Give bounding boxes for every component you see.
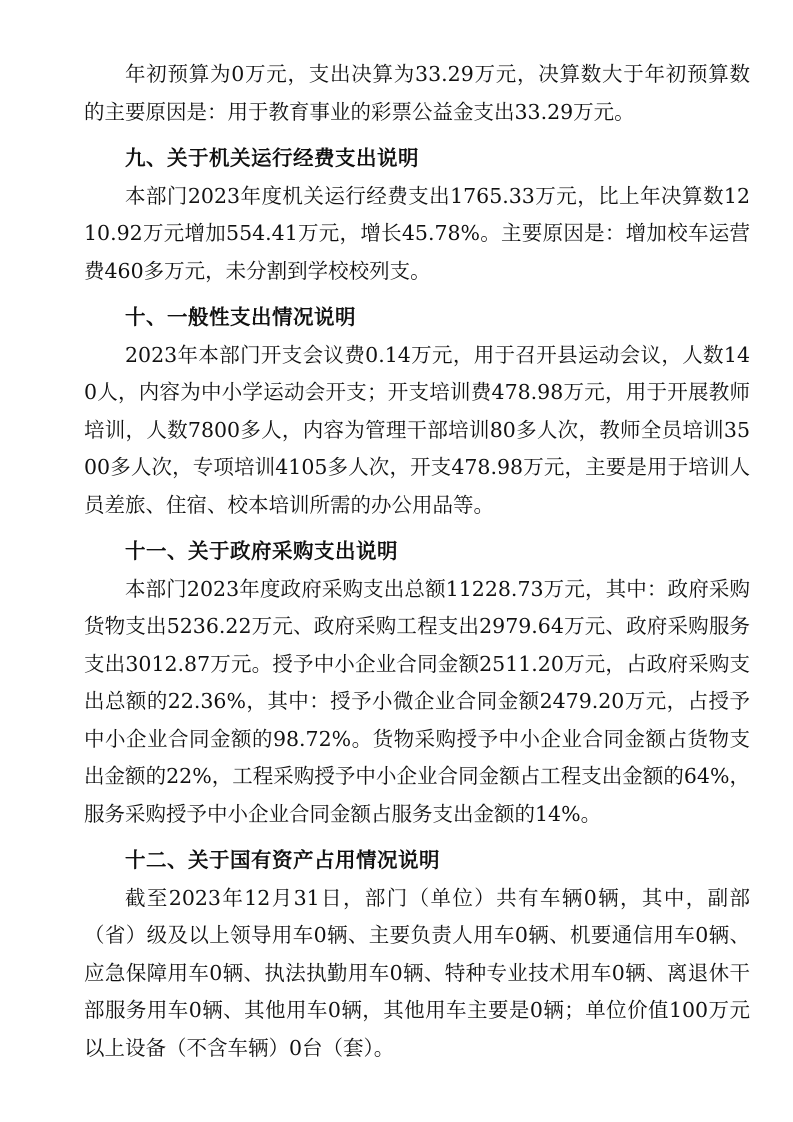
- heading-section-10: 十、一般性支出情况说明: [125, 305, 356, 329]
- paragraph-government-procurement: 本部门2023年度政府采购支出总额11228.73万元，其中：政府采购货物支出5236.22万元、政府采购工程支出2979.64万元、政府采购服务支出3012.87万元。授予中小企业合同金额2511.20万元，占政府采购支出总额的22.36%，其中：授予小微企业合同金额2479.20万元，占授予中小企业合同金额的98.72%。货物采购授予中小企业合同金额占货物支出金额的22%，工程采购授予中小企业合同金额占工程支出金额的64%，服务采购授予中小企业合同金额占服务支出金额的14%。: [84, 576, 750, 826]
- document-page: [84, 56, 750, 1067]
- paragraph-lottery-budget: 年初预算为0万元，支出决算为33.29万元，决算数大于年初预算数的主要原因是：用于教育事业的彩票公益金支出33.29万元。: [84, 62, 750, 124]
- heading-section-9: 九、关于机关运行经费支出说明: [125, 146, 419, 170]
- paragraph-general-expenses: 2023年本部门开支会议费0.14万元，用于召开县运动会议，人数140人，内容为中小学运动会开支；开支培训费478.98万元，用于开展教师培训，人数7800多人，内容为管理干部培训80多人次，教师全员培训3500多人次，专项培训4105多人次，开支478.98万元，主要是用于培训人员差旅、住宿、校本培训所需的办公用品等。: [84, 342, 750, 517]
- paragraph-state-assets: 截至2023年12月31日，部门（单位）共有车辆0辆，其中，副部（省）级及以上领导用车0辆、主要负责人用车0辆、机要通信用车0辆、应急保障用车0辆、执法执勤用车0辆、特种专业技术用车0辆、离退休干部服务用车0辆、其他用车0辆，其他用车主要是0辆；单位价值100万元以上设备（不含车辆）0台（套）。: [84, 885, 750, 1060]
- paragraph-operating-expenses: 本部门2023年度机关运行经费支出1765.33万元，比上年决算数1210.92万元增加554.41万元，增长45.78%。主要原因是：增加校车运营费460多万元，未分割到学校校列支。: [84, 183, 750, 283]
- heading-section-12: 十二、关于国有资产占用情况说明: [125, 848, 440, 872]
- heading-section-11: 十一、关于政府采购支出说明: [125, 539, 398, 563]
